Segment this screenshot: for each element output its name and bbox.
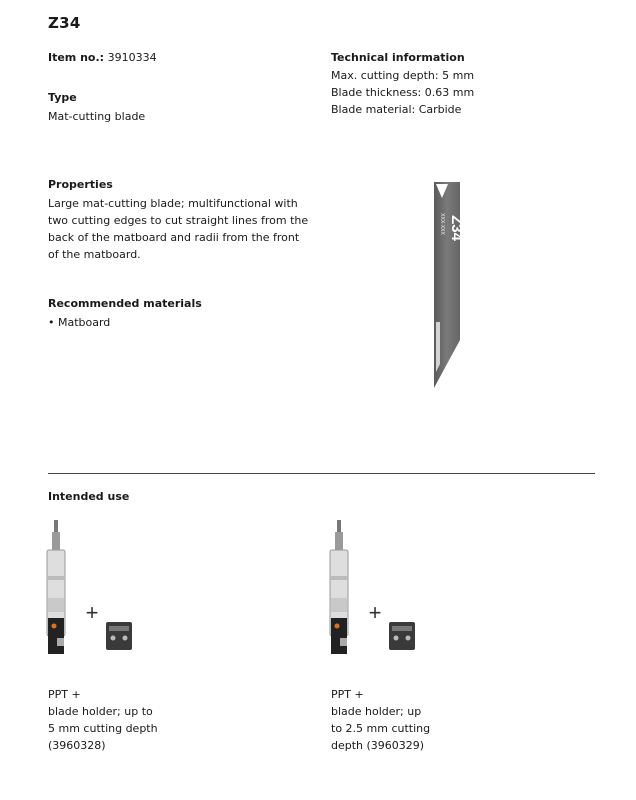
plus-icon: + — [368, 600, 382, 625]
caption-line: PPT + — [48, 688, 81, 701]
technical-list — [331, 67, 474, 118]
ppt-base — [331, 618, 347, 654]
caption-line: 5 mm cutting depth — [48, 722, 158, 735]
intended-use-caption-1 — [48, 686, 188, 754]
intended-use-caption-2 — [331, 686, 471, 754]
plus-icon: + — [85, 600, 99, 625]
tech-cutting-depth: Max. cutting depth: 5 mm — [331, 69, 475, 82]
tool-tip — [54, 520, 58, 532]
caption-line: depth (3960329) — [331, 739, 425, 752]
blade-edge — [436, 322, 440, 372]
item-number-value: 3910334 — [107, 51, 157, 64]
caption-line: to 2.5 mm cutting — [331, 722, 431, 735]
recommended-item: • Matboard — [48, 316, 111, 329]
properties-text: Large mat-cutting blade; multifunctional with two cutting edges to cut straight lines from the back of the matboard and radii from the front of the matboard. — [48, 197, 309, 261]
tool-shaft — [335, 532, 343, 550]
section-divider — [48, 473, 595, 474]
tech-blade-thickness: Blade thickness: 0.63 mm — [331, 86, 475, 99]
tool-image-2 — [323, 518, 423, 668]
blade-image — [426, 180, 466, 390]
recommended-heading: Recommended materials — [48, 297, 202, 310]
caption-line: PPT + — [331, 688, 364, 701]
tool-image-1 — [40, 518, 140, 668]
blade-code: XXX-XXX — [439, 213, 445, 235]
blade-engraving: Z34 — [448, 215, 465, 241]
caption-line: blade holder; up to — [48, 705, 153, 718]
item-number-label: Item no.: — [48, 51, 105, 64]
product-title: Z34 — [48, 14, 81, 32]
caption-line: blade holder; up — [331, 705, 422, 718]
item-number — [48, 51, 157, 64]
tech-blade-material: Blade material: Carbide — [331, 103, 462, 116]
technical-heading: Technical information — [331, 51, 465, 64]
intended-use-heading: Intended use — [48, 490, 130, 503]
tool-shaft — [52, 532, 60, 550]
type-value: Mat-cutting blade — [48, 110, 146, 123]
tool-tip — [337, 520, 341, 532]
properties-heading: Properties — [48, 178, 113, 191]
caption-line: (3960328) — [48, 739, 106, 752]
ppt-base — [48, 618, 64, 654]
type-heading: Type — [48, 91, 77, 104]
